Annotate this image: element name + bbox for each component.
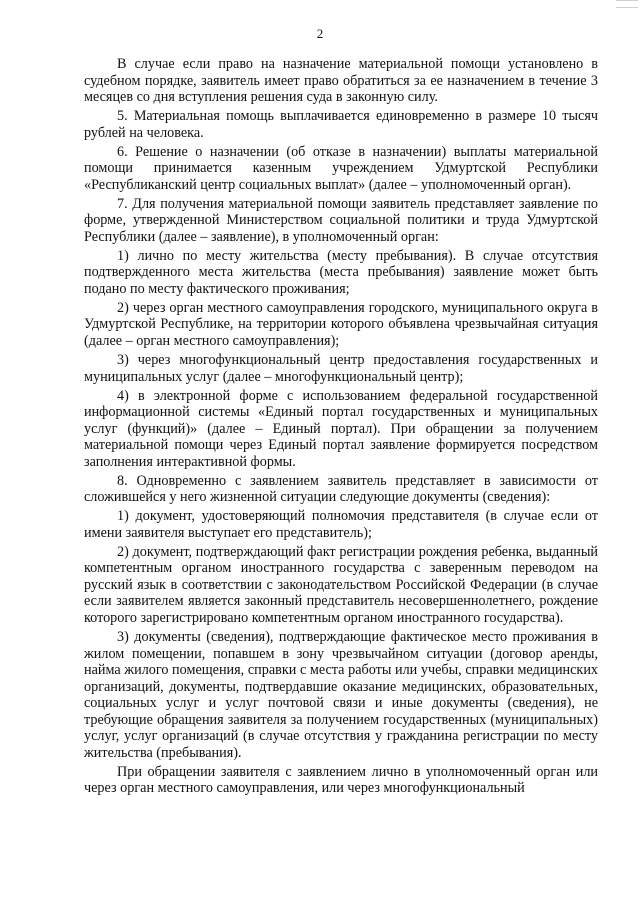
list-item-7-1: 1) лично по месту жительства (месту пребывания). В случае отсутствия подтвержденного места жительства (места пребывания) заявление может быть подано по месту фактического проживания;: [84, 247, 598, 297]
paragraph-court-deadline: В случае если право на назначение материальной помощи установлено в судебном порядке, заявитель имеет право обратиться за ее назначением в течение 3 месяцев со дня вступления решения суда в законную силу.: [84, 56, 598, 105]
list-item-7-3: 3) через многофункциональный центр предоставления государственных и муниципальных услуг (далее – многофункциональный центр);: [84, 352, 598, 385]
list-item-8-3: 3) документы (сведения), подтверждающие фактическое место проживания в жилом помещении, попавшем в зону чрезвычайном ситуации (договор аренды, найма жилого помещения, справки с места работы или учебы, справки медицинских организаций, документы, подтвердавшие оказание медицинских, образовательных, социальных услуг и услуг почтовой связи и иные документы (сведения), не требующие обращения заявителя за получением государственных (муниципальных) услуг, услуг организаций (в случае отсутствия у гражданина регистрации по месту жительства (пребывания).: [84, 629, 598, 761]
list-item-8-2: 2) документ, подтверждающий факт регистрации рождения ребенка, выданный компетентным органом иностранного государства с заверенным переводом на русский язык в соответствии с законодательством Российской Федерации (в случае если заявителем является законный представитель несовершеннолетнего, рождение которого зарегистрировано компетентным органом иностранного государства).: [84, 543, 598, 626]
list-item-7-2: 2) через орган местного самоуправления городского, муниципального округа в Удмуртской Республике, на территории которого объявлена чрезвычайная ситуация (далее – орган местного самоуправления);: [84, 299, 598, 349]
list-item-8-1: 1) документ, удостоверяющий полномочия представителя (в случае если от имени заявителя выступает его представитель);: [84, 508, 598, 541]
paragraph-6-decision: 6. Решение о назначении (об отказе в назначении) выплаты материальной помощи принимается казенным учреждением Удмуртской Республики «Республиканский центр социальных выплат» (далее – уполномоченный орган).: [84, 143, 598, 193]
list-item-7-4: 4) в электронной форме с использованием федеральной государственной информационной системы «Единый портал государственных и муниципальных услуг (функций)» (далее – Единый портал). При обращении за получением материальной помощи через Единый портал заявление формируется посредством заполнения интерактивной формы.: [84, 387, 598, 470]
page-number: 2: [316, 26, 324, 41]
document-body: [84, 56, 598, 799]
paragraph-5-amount: 5. Материальная помощь выплачивается единовременно в размере 10 тысяч рублей на человека.: [84, 108, 598, 141]
scan-corner-mark: [616, 0, 638, 8]
paragraph-8-documents: 8. Одновременно с заявлением заявитель представляет в зависимости от сложившейся у него жизненной ситуации следующие документы (сведения):: [84, 472, 598, 506]
paragraph-personal-submission: При обращении заявителя с заявлением лично в уполномоченный орган или через орган местного самоуправления, или через многофункциональный: [84, 763, 598, 797]
paragraph-7-application: 7. Для получения материальной помощи заявитель представляет заявление по форме, утвержденной Министерством социальной политики и труда Удмуртской Республики (далее – заявление), в уполномоченный орган:: [84, 195, 598, 245]
